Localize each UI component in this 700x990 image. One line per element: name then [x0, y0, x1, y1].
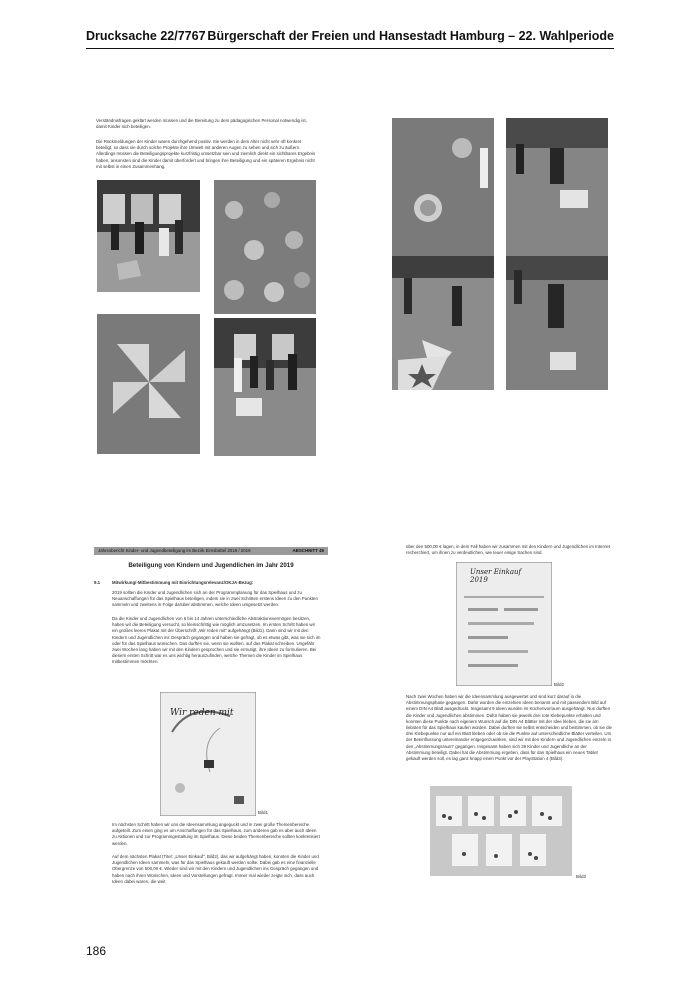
- section-title: Beteiligung von Kindern und Jugendlichen im Jahr 2019: [128, 562, 294, 569]
- left-paragraph-4: Auf dem nächsten Plakat (Titel: „Unser Einkauf“, Bild2), das wir aufgehängt haben, konnten die Kinder und Jugendlichen Ideen sammeln, was für das Spielhaus gekauft werden sollte. Dabei gab es eine finanzielle Obergrenze von 500,00 €. Wieder sind wir mit den Kindern und Jugendlichen ins Gespräch gegangen und haben nach ihren Wünschen, Ideen und Vorstellungen gefragt. Immer mal wieder zeigte sich, dass auch Ideen dabei waren, die weit: [112, 854, 319, 884]
- caption-bild2: Bild2: [554, 682, 565, 687]
- parliament-title: Bürgerschaft der Freien und Hansestadt Hamburg – 22. Wahlperiode: [207, 29, 614, 43]
- poster1-title: Wir reden mit: [170, 708, 234, 718]
- bottom-scanned-page: [86, 540, 614, 900]
- document-number: Drucksache 22/7767: [86, 29, 206, 43]
- photo-child-cleaning: [506, 256, 608, 390]
- page-number: 186: [86, 944, 107, 958]
- right-paragraph-1: über den 500,00 € lagen, in dem Fall haben wir zusammen mit den Kindern und Jugendlichen im Internet recherchiert, um ihnen zu verdeutlichen, wie teuer einige Sachen sind.: [406, 544, 611, 556]
- right-paragraph-2: Nach zwei Wochen haben wir die Ideensammlung ausgewertet und sind kurz darauf in die Abstimmungsphase gegangen. Dafür wurden die einzelnen Ideen benannt und mit passendem Bild auf einem DIN A4 Blatt ausgedruckt. Insgesamt 9 Ideen wurden im Küchenvorraum ausgehängt. Nun durften die Kinder und Jugendlichen abstimmen. Dafür haben sie jeweils drei rote Klebepunkte erhalten und konnten diese Punkte nach eigenem Wunsch auf die DIN A4 Blätter mit der Idee kleben, die sie am liebsten für das Spielhaus kaufen würden. Dabei durften sie selbst entscheiden und bestimmen, ob sie die drei Klebepunkte nur auf ein Blatt kleben oder ob sie die Punkte auf unterschiedliche Blätter verteilen. Um der Beeinflussung untereinander entgegenzuwirken, sind wir mit den Kindern und Jugendlichen einzeln in den „Abstimmungsraum“ gegangen. Insgesamt haben sich 29 Kinder und Jugendliche an der Abstimmung beteiligt. Dabei hat die Abstimmung ergeben, dass für das Spielhaus ein neues Tablet gekauft werden soll, es lag ganz knapp einen Punkt vor der PlayStation 4 (Bild3).: [406, 694, 612, 762]
- photo-children-painting-ground: [214, 318, 316, 456]
- photo-voting-sheets: [430, 786, 572, 876]
- photo-pinwheel-painting: [97, 314, 200, 454]
- page-header: [86, 26, 614, 49]
- caption-bild3: Bild3: [576, 874, 587, 879]
- left-paragraph-2: Da die Kinder und Jugendlichen von 6 bis 14 Jahren unterschiedliche Abstraktionsvermögen besitzen, haben wir die Beteiligung versucht, so kleinschrittig wie möglich umzusetzen. Im ersten Schritt haben wir ein großes leeres Plakat mit der Überschrift „Wir reden mit“ aufgehängt (Bild1). Dann sind wir mit den Kindern und Jugendlichen ins Gespräch gegangen und haben sie gefragt, ob es etwas gibt, was sie sich im oder für das Spielhaus wünschen. Das durften sie, wenn sie wollten, auf das Plakat schreiben. Ungefähr zwei Wochen lang haben wir mit den Kindern gesprochen und sie ermutigt, ihre Ideen zu formulieren. Bei diesem ersten Schritt war es uns wichtig herauszufinden, welche Themen die Kinder im Spielhaus mitbestimmen möchten.: [112, 616, 321, 665]
- photo-star-stencils: [392, 256, 494, 390]
- photo-sun-stencil: [392, 118, 494, 256]
- section-bar: [94, 547, 328, 555]
- caption-bild1: Bild1: [258, 810, 269, 815]
- section-bar-label: Jahresbericht Kinder- und Jugendbeteiligung im Bezirk Eimsbüttel 2018 / 2019: [98, 548, 251, 553]
- top-scanned-page: [86, 108, 616, 468]
- subsection-heading: Mitwirkung/-Mitbestimmung mit Einrichtungsrelevanz/OKJA-Bezug:: [112, 580, 254, 585]
- photo-children-schoolyard: [97, 180, 200, 292]
- left-paragraph-1: 2019 sollten die Kinder und Jugendlichen sich an der Programmplanung für das Spielhaus und zu Neuanschaffungen für das Spielhaus beteiligen, indem sie in zwei Schritten erstens Ideen zu den Punkten sammeln und zweitens in Folge darüber abstimmen, welche Ideen umgesetzt werden.: [112, 590, 318, 608]
- photo-painted-circles: [214, 180, 316, 314]
- section-bar-number: ABSCHNITT 49: [292, 548, 324, 553]
- top-paragraph-2: Die Rückmeldungen der Kinder waren durchgehend positiv. Sie werden in dem Alter nicht sehr oft konkret beteiligt, so dass sie durch solche Projekte ihre Umwelt mit anderen Augen zu sehen und sich zu äußern. Allerdings müssen die Beteiligungsprojekte kurzfristig umsetzbar sein und ziemlich direkt ein sichtbares Ergebnis haben, ansonsten sind die Kinder damit überfordert und bringen ihre Beteiligung und ein späteren Ergebnis nicht mit selbst in einen Zusammenhang.: [96, 139, 316, 169]
- poster2-title: Unser Einkauf 2019: [470, 568, 522, 584]
- top-paragraph-1: Verständnisfragen geklärt werden müssen und die Bereitung zu dem pädagogischen Personal notwendig ist, damit Kinder sich beteiligen.: [96, 118, 307, 130]
- left-paragraph-3: Im nächsten Schritt haben wir uns die Ideensammlung angeguckt und in zwei große Themenbereiche aufgeteilt. Zum einen ging es um Anschaffungen für das Spielhaus, zum anderen gab es aber auch Ideen zu Aktionen und zur Programmgestaltung im Spielhaus. Diese beiden Themenbereiche sollten konkretisiert werden.: [112, 822, 320, 846]
- subsection-number: 9.1: [94, 580, 101, 585]
- photo-child-with-washer: [506, 118, 608, 256]
